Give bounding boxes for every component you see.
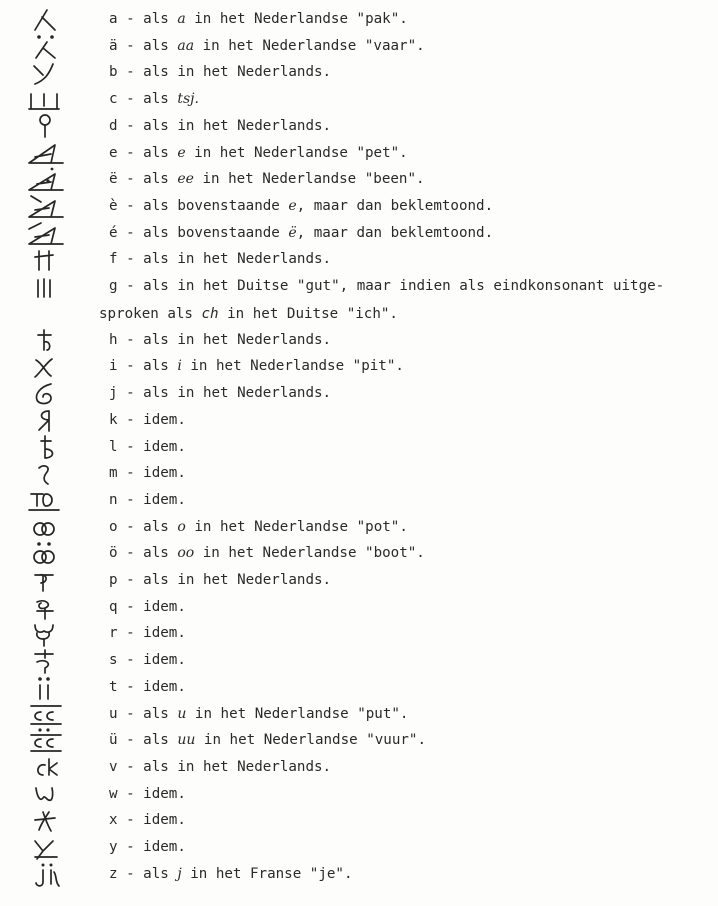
letter-description (109, 437, 186, 457)
letter-row-27 (0, 754, 718, 781)
letter-row-7 (0, 193, 718, 220)
description-text: q - idem. (109, 599, 186, 615)
description-text: b - als in het Nederlands. (109, 64, 332, 80)
description-text: v - als in het Nederlands. (109, 759, 332, 775)
acute-slanted-a-glyph-icon (14, 219, 76, 247)
letter-description (109, 784, 186, 804)
cross-glyph-icon (14, 352, 76, 380)
description-text: u - als (109, 706, 178, 722)
description-text: p - als in het Nederlands. (109, 572, 332, 588)
slanted-a-glyph-icon (14, 139, 76, 167)
letter-row-25 (0, 701, 718, 728)
letter-row-12 (0, 353, 718, 380)
description-emphasis: i (177, 358, 182, 374)
hooked-b-glyph-icon (14, 433, 76, 461)
letter-description (109, 810, 186, 830)
crossed-hook-glyph-icon (14, 806, 76, 834)
description-rest: in het Nederlandse "vuur". (195, 732, 427, 748)
w-shaped-glyph-icon (14, 780, 76, 808)
letter-row-14 (0, 407, 718, 434)
letter-description (109, 116, 331, 136)
description-rest: in het Nederlandse "pak". (185, 11, 408, 27)
description-rest: in het Nederlandse "been". (193, 171, 425, 187)
description-text: r - idem. (109, 625, 186, 641)
description-text: d - als in het Nederlands. (109, 118, 332, 134)
description-text: y - idem. (109, 839, 186, 855)
description-rest: in het Nederlandse "boot". (194, 545, 425, 561)
description-text: o - als (109, 519, 178, 535)
letter-row-28 (0, 781, 718, 808)
p-shaped-glyph-icon (14, 566, 76, 594)
letter-description (109, 463, 186, 483)
letter-description (109, 410, 186, 430)
description-emphasis: uu (177, 732, 196, 748)
letter-description (109, 650, 186, 670)
dotted-double-c-bar-glyph-icon (14, 726, 76, 754)
letter-description (109, 356, 404, 376)
letter-description (109, 623, 186, 643)
letter-row-10 (0, 273, 718, 300)
letter-row-2 (0, 59, 718, 86)
description-text: c - als (109, 91, 178, 107)
description-text: j - als in het Nederlands. (109, 385, 332, 401)
inverted-v-glyph-icon (14, 5, 76, 33)
letter-description (109, 249, 331, 269)
description-text: a - als (109, 11, 178, 27)
description-text: k - idem. (109, 412, 186, 428)
dotted-bars-glyph-icon (14, 673, 76, 701)
letter-description (109, 169, 425, 189)
g-continuation-text: sproken als (99, 306, 202, 322)
letter-description (109, 223, 493, 243)
letter-row-29 (0, 807, 718, 834)
description-emphasis: a (177, 11, 186, 27)
description-text: s - idem. (109, 652, 186, 668)
description-text: ë - als (109, 171, 178, 187)
grave-slanted-a-glyph-icon (14, 192, 76, 220)
description-rest: in het Nederlandse "vaar". (194, 38, 425, 54)
description-text: m - idem. (109, 465, 186, 481)
y-shaped-glyph-icon (14, 58, 76, 86)
description-text: n - idem. (109, 492, 186, 508)
g-continuation-rest: in het Duitse "ich". (218, 306, 398, 322)
letter-description (109, 490, 186, 510)
description-text: ö - als (109, 545, 178, 561)
letter-description (109, 196, 493, 216)
letter-row-19 (0, 540, 718, 567)
ck-shaped-glyph-icon (14, 753, 76, 781)
description-text: ü - als (109, 732, 178, 748)
letter-row-4 (0, 113, 718, 140)
description-rest: , maar dan beklemtoond. (296, 198, 494, 214)
letter-description (109, 89, 199, 109)
letter-row-1 (0, 33, 718, 60)
letter-row-21 (0, 594, 718, 621)
letter-description (109, 276, 664, 296)
letter-row-8 (0, 220, 718, 247)
letter-row-13 (0, 380, 718, 407)
description-emphasis: j (177, 866, 182, 882)
description-text: l - idem. (109, 439, 186, 455)
letter-row-6 (0, 166, 718, 193)
letter-description (109, 597, 186, 617)
description-text: è - als bovenstaande (109, 198, 289, 214)
letter-row-22 (0, 620, 718, 647)
letter-row-18 (0, 514, 718, 541)
description-emphasis: u (177, 706, 187, 722)
letter-row-20 (0, 567, 718, 594)
description-emphasis: ë (288, 225, 297, 241)
description-emphasis: e (177, 145, 186, 161)
letter-row-11 (0, 327, 718, 354)
double-c-bar-glyph-icon (14, 700, 76, 728)
letter-description (109, 143, 408, 163)
horned-loop-glyph-icon (14, 619, 76, 647)
letter-row-23 (0, 647, 718, 674)
description-text: ä - als (109, 38, 178, 54)
dotted-slanted-a-glyph-icon (14, 165, 76, 193)
description-rest: , maar dan beklemtoond. (296, 225, 494, 241)
double-circle-glyph-icon (14, 513, 76, 541)
crossed-q-glyph-icon (14, 593, 76, 621)
letter-row-16 (0, 460, 718, 487)
description-emphasis: oo (177, 545, 195, 561)
letter-description (109, 543, 425, 563)
letter-row-17 (0, 487, 718, 514)
description-emphasis: e (288, 198, 297, 214)
dotted-ji-glyph-icon (14, 860, 76, 888)
letter-description (109, 570, 331, 590)
hooked-h-glyph-icon (14, 326, 76, 354)
curl-glyph-icon (14, 459, 76, 487)
description-emphasis: ee (177, 171, 194, 187)
letter-row-5 (0, 140, 718, 167)
letter-row-0 (0, 6, 718, 33)
description-text: i - als (109, 358, 178, 374)
letter-row-15 (0, 434, 718, 461)
letter-row-3 (0, 86, 718, 113)
letter-row-9 (0, 246, 718, 273)
description-text: h - als in het Nederlands. (109, 332, 332, 348)
letter-description (109, 62, 331, 82)
spiral-glyph-icon (14, 379, 76, 407)
letter-description (109, 757, 331, 777)
letter-description (109, 9, 408, 29)
description-emphasis: tsj. (177, 91, 199, 107)
description-text: w - idem. (109, 786, 186, 802)
letter-row-24 (0, 674, 718, 701)
description-rest: in het Nederlandse "pet". (185, 145, 408, 161)
letter-description (109, 517, 408, 537)
trident-box-glyph-icon (14, 85, 76, 113)
letter-row-31 (0, 861, 718, 888)
g-continuation-line (99, 304, 398, 324)
letter-description (109, 730, 426, 750)
letter-description (109, 330, 331, 350)
description-rest: in het Franse "je". (181, 866, 353, 882)
description-emphasis: aa (177, 38, 195, 54)
letter-description (109, 864, 353, 884)
letter-description (109, 837, 186, 857)
reversed-r-glyph-icon (14, 406, 76, 434)
letter-description (109, 704, 408, 724)
letter-row-26 (0, 727, 718, 754)
letter-description (109, 36, 425, 56)
description-rest: in het Nederlandse "pit". (181, 358, 404, 374)
g-continuation-emphasis: ch (201, 306, 219, 322)
description-text: é - als bovenstaande (109, 225, 289, 241)
dotted-double-circle-glyph-icon (14, 539, 76, 567)
letter-description (109, 677, 186, 697)
description-text: x - idem. (109, 812, 186, 828)
fork-glyph-icon (14, 833, 76, 861)
hooked-s-glyph-icon (14, 646, 76, 674)
description-text: z - als (109, 866, 178, 882)
description-text: e - als (109, 145, 178, 161)
dotted-inverted-v-glyph-icon (14, 32, 76, 60)
description-text: f - als in het Nederlands. (109, 251, 332, 267)
underlined-to-glyph-icon (14, 486, 76, 514)
double-bar-glyph-icon (14, 245, 76, 273)
letter-row-30 (0, 834, 718, 861)
description-rest: in het Nederlandse "put". (186, 706, 409, 722)
description-emphasis: o (177, 519, 186, 535)
circle-stem-glyph-icon (14, 112, 76, 140)
description-text: t - idem. (109, 679, 186, 695)
letter-description (109, 383, 331, 403)
description-text: g - als in het Duitse "gut", maar indien als eindkonsonant uitge- (109, 278, 665, 294)
description-rest: in het Nederlandse "pot". (185, 519, 408, 535)
triple-bar-glyph-icon (14, 272, 76, 300)
